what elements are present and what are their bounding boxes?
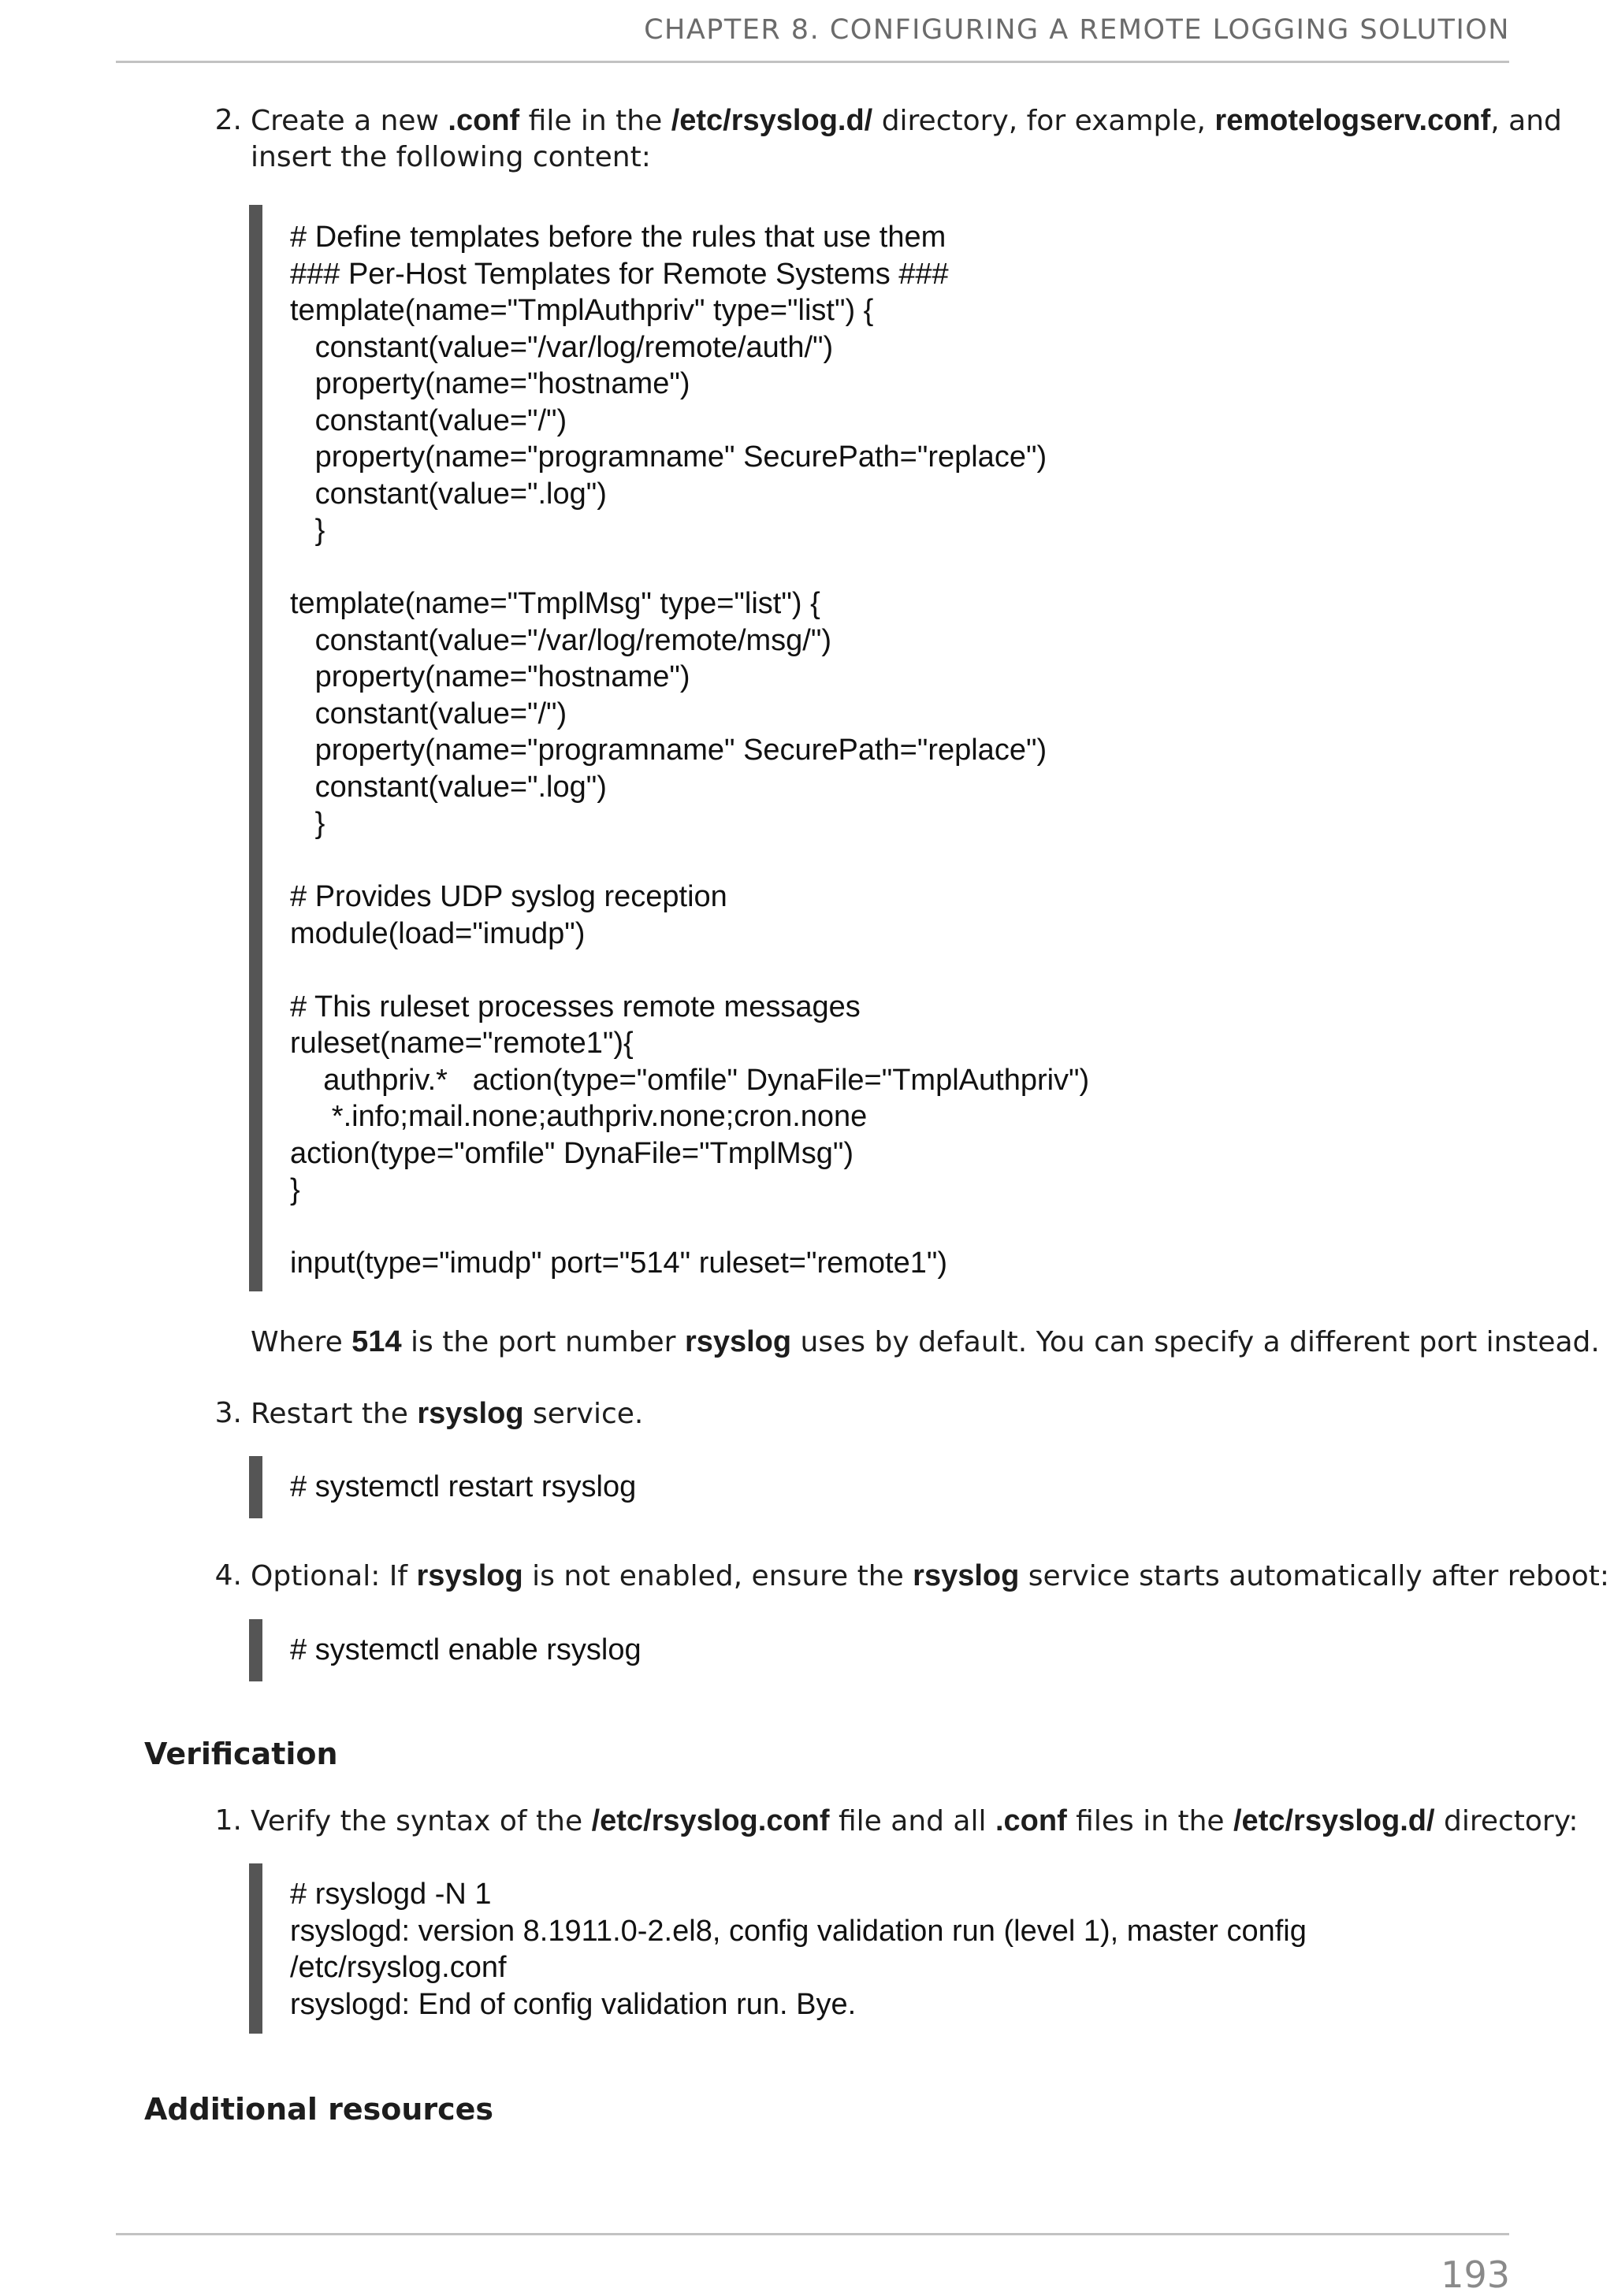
verification-code-block (249, 1863, 1307, 2034)
code-line: # Provides UDP syslog reception (290, 880, 727, 913)
code-line: template(name="TmplMsg" type="list") { (290, 587, 820, 620)
inline-code: .conf (448, 104, 520, 137)
code-line: } (290, 1173, 300, 1206)
code-line: # rsyslogd -N 1 (290, 1878, 492, 1911)
code-line: property(name="programname" SecurePath="replace") (290, 734, 1047, 767)
code-line: } (290, 807, 325, 840)
code-line: template(name="TmplAuthpriv" type="list") { (290, 294, 874, 327)
code-line: action(type="omfile" DynaFile="TmplMsg") (290, 1136, 853, 1170)
step-4-text: Optional: If rsyslog is not enabled, ensure the rsyslog service starts automatically after reboot: (251, 1559, 1610, 1592)
port-note: Where 514 is the port number rsyslog uses by default. You can specify a different port instead. (251, 1325, 1600, 1358)
code-line: } (290, 514, 325, 547)
chapter-header: CHAPTER 8. CONFIGURING A REMOTE LOGGING SOLUTION (644, 14, 1510, 46)
code-line: ruleset(name="remote1"){ (290, 1027, 634, 1060)
code-line (262, 842, 1089, 879)
code-line (262, 952, 1089, 989)
additional-resources-heading: Additional resources (144, 2092, 494, 2127)
verification-heading: Verification (144, 1737, 338, 1771)
code-line: rsyslogd: version 8.1911.0-2.el8, config validation run (level 1), master config (290, 1914, 1307, 1948)
code-line: constant(value="/var/log/remote/msg/") (290, 623, 831, 657)
code-line: rsyslogd: End of config validation run. Bye. (290, 1987, 857, 2021)
header-rule (116, 61, 1509, 63)
step-number: 1. (214, 1804, 242, 1837)
code-line: input(type="imudp" port="514" ruleset="remote1") (290, 1246, 947, 1280)
config-code-block (249, 205, 1089, 1291)
code-line: constant(value="/") (290, 403, 567, 437)
code-line: constant(value="/") (290, 697, 567, 730)
step-number: 4. (214, 1559, 242, 1592)
enable-code-block (249, 1619, 642, 1681)
code-line: # This ruleset processes remote messages (290, 990, 861, 1024)
step-2-text-continued: insert the following content: (251, 141, 651, 173)
inline-code: remotelogserv.conf (1214, 104, 1491, 137)
page-number: 193 (1441, 2253, 1510, 2296)
code-line: property(name="programname" SecurePath="replace") (290, 440, 1047, 474)
code-line: property(name="hostname") (290, 367, 690, 400)
code-line: /etc/rsyslog.conf (290, 1951, 507, 1984)
code-line: constant(value="/var/log/remote/auth/") (290, 330, 834, 364)
step-number: 2. (214, 104, 242, 136)
code-line: # systemctl restart rsyslog (290, 1470, 637, 1503)
code-line (262, 1209, 1089, 1246)
restart-code-block (249, 1456, 636, 1518)
code-line: # systemctl enable rsyslog (290, 1633, 642, 1666)
code-line: authpriv.* action(type="omfile" DynaFile="TmplAuthpriv") (290, 1063, 1090, 1097)
step-2-text: Create a new .conf file in the /etc/rsyslog.d/ directory, for example, remotelogserv.conf, and (251, 104, 1562, 137)
step-number: 3. (214, 1397, 242, 1429)
code-line (262, 549, 1089, 586)
footer-rule (116, 2233, 1509, 2235)
code-line: property(name="hostname") (290, 660, 690, 693)
code-line: *.info;mail.none;authpriv.none;cron.none (290, 1100, 868, 1133)
code-line: constant(value=".log") (290, 770, 607, 804)
verification-step-text: Verify the syntax of the /etc/rsyslog.conf file and all .conf files in the /etc/rsyslog.d/ directory: (251, 1804, 1579, 1837)
code-line: module(load="imudp") (290, 916, 586, 950)
code-line: constant(value=".log") (290, 477, 607, 511)
inline-code: /etc/rsyslog.d/ (671, 104, 873, 137)
code-line: # Define templates before the rules that use them (290, 221, 946, 254)
step-3-text: Restart the rsyslog service. (251, 1397, 644, 1430)
code-line: ### Per-Host Templates for Remote Systems ### (290, 257, 949, 291)
